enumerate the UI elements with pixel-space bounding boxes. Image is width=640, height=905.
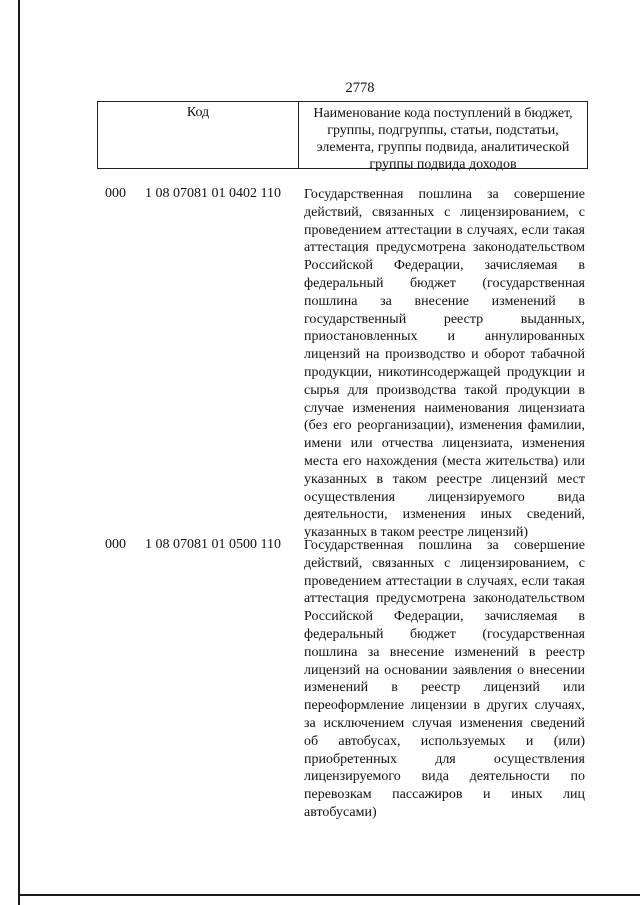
row-description: Государственная пошлина за совершение действий, связанных с лицензированием, с проведением аттестации в случаях, если такая аттестация предусмотрена законодательством Российской Федерации, зачисляемая в федеральный бюджет (государственная пошлина за внесение изменений в государственный реестр выданных, приостановленных и аннулированных лицензий на производство и оборот табачной продукции, никотинсодержащей продукции и сырья для производства такой продукции в случае изменения наименования лицензиата (без его реорганизации), изменения фамилии, имени или отчества лицензиата, изменения места его нахождения (места жительства) или указанных в таком реестре лицензий мест осуществления лицензируемого вида деятельности, изменения иных сведений, указанных в таком реестре лицензий) bbox=[304, 187, 585, 541]
row-description: Государственная пошлина за совершение действий, связанных с лицензированием, с проведением аттестации в случаях, если такая аттестация предусмотрена законодательством Российской Федерации, зачисляемая в федеральный бюджет (государственная пошлина за внесение изменений в реестр лицензий на основании заявления о внесении изменений в реестр лицензий или переоформление лицензии в других случаях, за исключением случая изменения сведений об автобусах, используемых и (или) приобретенных для осуществления лицензируемого вида деятельности по перевозкам пассажиров и иных лиц автобусами) bbox=[304, 538, 585, 820]
table-header bbox=[97, 101, 588, 172]
header-name-label: Наименование кода поступлений в бюджет, группы, подгруппы, статьи, подстатьи, элемента, группы подвида, аналитической группы подвида доходов bbox=[313, 106, 573, 172]
page-number: 2778 bbox=[345, 80, 375, 96]
page-left-border bbox=[18, 0, 20, 905]
row-admin-code: 000 bbox=[105, 537, 126, 552]
row-budget-code: 1 08 07081 01 0402 110 bbox=[145, 186, 281, 201]
header-code-label: Код bbox=[98, 102, 299, 168]
page-bottom-border bbox=[18, 894, 640, 896]
row-admin-code: 000 bbox=[105, 186, 126, 201]
row-budget-code: 1 08 07081 01 0500 110 bbox=[145, 537, 281, 552]
